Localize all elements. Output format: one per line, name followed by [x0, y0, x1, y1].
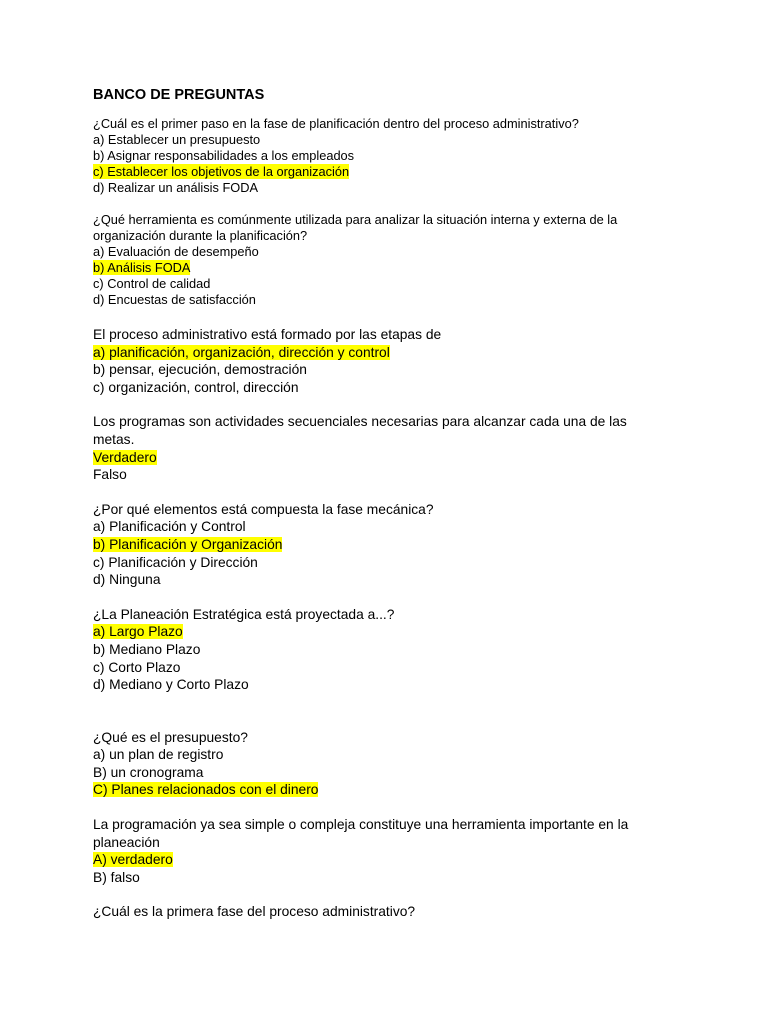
question-8: [93, 816, 653, 886]
answer-option: a) Planificación y Control: [93, 519, 246, 535]
answer-option-correct: [93, 164, 653, 180]
answer-option: a) un plan de registro: [93, 747, 224, 763]
question-7: [93, 729, 653, 799]
question-stem: ¿Cuál es la primera fase del proceso administrativo?: [93, 904, 416, 920]
answer-option: c) Corto Plazo: [93, 659, 181, 675]
highlight-mark: b) Planificación y Organización: [93, 536, 283, 552]
highlight-mark: a) planificación, organización, dirección y control: [93, 344, 390, 360]
answer-option: d) Encuestas de satisfacción: [93, 292, 256, 307]
highlight-mark: a) Largo Plazo: [93, 624, 183, 640]
question-stem: La programación ya sea simple o compleja constituye una herramienta importante en la planeación: [93, 817, 629, 850]
question-3: [93, 326, 653, 396]
answer-option-correct: [93, 260, 653, 276]
highlight-mark: Verdadero: [93, 449, 157, 465]
question-stem: El proceso administrativo está formado por las etapas de: [93, 327, 442, 342]
answer-option: B) falso: [93, 869, 140, 885]
document-title: BANCO DE PREGUNTAS: [93, 87, 265, 103]
document-page: [93, 86, 653, 921]
question-4: [93, 413, 653, 483]
question-5: [93, 501, 653, 589]
answer-option: B) un cronograma: [93, 764, 204, 780]
answer-option: b) Mediano Plazo: [93, 641, 201, 657]
question-stem: ¿Qué herramienta es comúnmente utilizada para analizar la situación interna y externa de la organización durante la planificación?: [93, 212, 618, 243]
question-1: [93, 116, 653, 196]
answer-option: b) Asignar responsabilidades a los empleados: [93, 148, 355, 163]
question-stem: ¿Qué es el presupuesto?: [93, 729, 248, 745]
question-stem: ¿Cuál es el primer paso en la fase de planificación dentro del proceso administrativo?: [93, 116, 579, 131]
answer-option: c) Control de calidad: [93, 276, 211, 291]
answer-option-correct: [93, 536, 653, 554]
question-stem: ¿Por qué elementos está compuesta la fase mecánica?: [93, 501, 434, 517]
question-stem: ¿La Planeación Estratégica está proyectada a...?: [93, 606, 395, 622]
highlight-mark: C) Planes relacionados con el dinero: [93, 782, 319, 798]
answer-option-correct: [93, 851, 653, 869]
answer-option: c) organización, control, dirección: [93, 379, 299, 395]
answer-option: b) pensar, ejecución, demostración: [93, 362, 307, 378]
highlight-mark: b) Análisis FODA: [93, 260, 191, 275]
answer-option: a) Establecer un presupuesto: [93, 132, 261, 147]
question-9: [93, 903, 653, 921]
question-stem: Los programas son actividades secuenciales necesarias para alcanzar cada una de las metas.: [93, 414, 627, 447]
answer-option-correct: [93, 344, 653, 362]
question-6: [93, 606, 653, 694]
answer-option: d) Ninguna: [93, 572, 161, 588]
answer-option: d) Mediano y Corto Plazo: [93, 677, 249, 693]
highlight-mark: A) verdadero: [93, 852, 173, 868]
answer-option: c) Planificación y Dirección: [93, 554, 258, 570]
answer-option-correct: [93, 623, 653, 641]
answer-option: d) Realizar un análisis FODA: [93, 180, 258, 195]
highlight-mark: c) Establecer los objetivos de la organización: [93, 164, 350, 179]
answer-option: a) Evaluación de desempeño: [93, 244, 259, 259]
answer-option-correct: [93, 449, 653, 467]
question-2: [93, 212, 653, 308]
answer-option: Falso: [93, 467, 127, 483]
answer-option-correct: [93, 781, 653, 799]
